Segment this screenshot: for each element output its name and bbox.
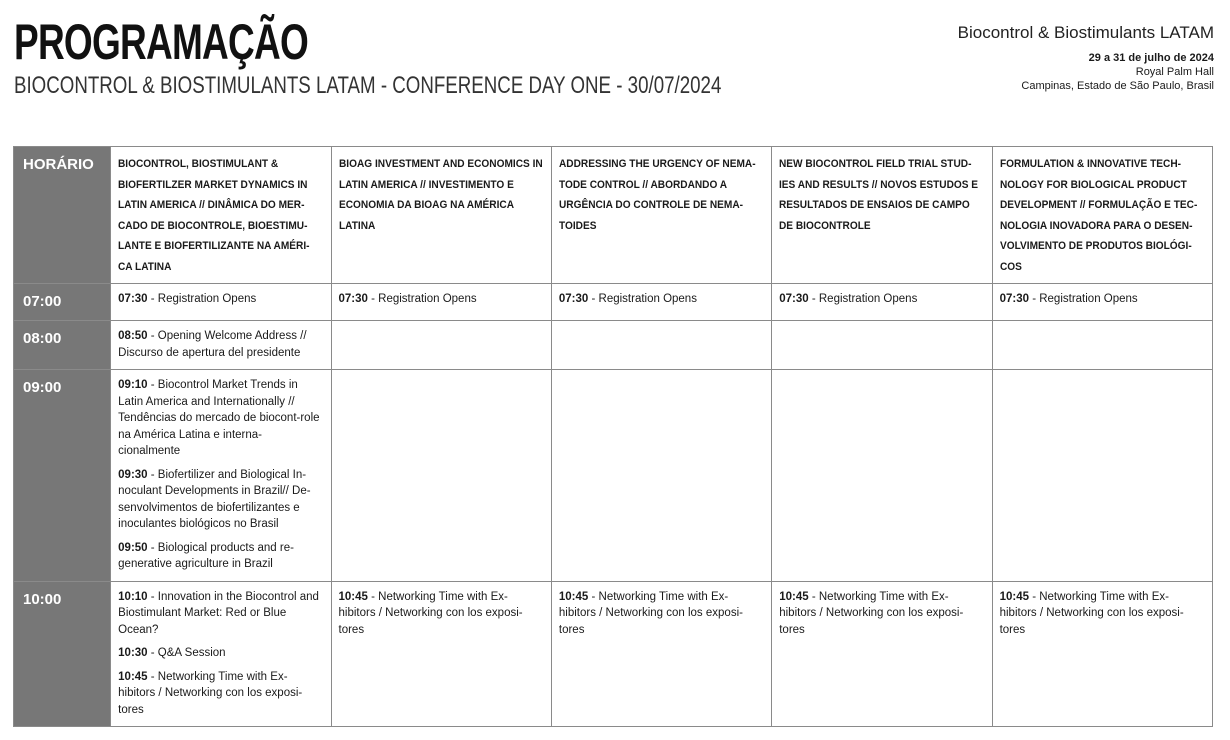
table-row bbox=[14, 321, 1213, 370]
hour-column-header: HORÁRIO bbox=[14, 147, 111, 284]
event-venue: Royal Palm Hall bbox=[1135, 66, 1214, 78]
schedule-body bbox=[14, 284, 1213, 727]
schedule-cell bbox=[111, 284, 331, 321]
session-time: 10:45 bbox=[118, 670, 148, 683]
track-header bbox=[772, 147, 992, 284]
session-item bbox=[118, 540, 323, 573]
schedule-cell bbox=[331, 284, 551, 321]
session-title: - Networking Time with Ex-hibitors / Networking con los exposi-tores bbox=[999, 590, 1184, 636]
page-subtitle: BIOCONTROL & BIOSTIMULANTS LATAM - CONFERENCE DAY ONE - 30/07/2024 bbox=[14, 72, 722, 99]
session-title: - Registration Opens bbox=[808, 293, 918, 305]
session-item bbox=[118, 589, 323, 639]
schedule-table bbox=[13, 146, 1213, 727]
schedule-cell bbox=[772, 370, 992, 582]
schedule-cell bbox=[772, 581, 992, 727]
session-title: - Registration Opens bbox=[367, 293, 477, 305]
session-time: 10:45 bbox=[338, 590, 368, 603]
track-header-label: BIOAG INVESTMENT AND ECONOMICS IN LATIN AMERICA // INVESTIMENTO E ECONOMIA DA BIOAG NA AMÉRICA LATINA bbox=[338, 158, 543, 232]
table-row bbox=[14, 284, 1213, 321]
schedule-cell bbox=[111, 370, 331, 582]
track-header-label: BIOCONTROL, BIOSTIMULANT & BIOFERTILZER MARKET DYNAMICS IN LATIN AMERICA // DINÂMICA DO MER-CADO DE BIOCONTROLE, BIOESTIMU-LANTE E BIOFERTILIZANTE NA AMÉRI-CA LATINA bbox=[118, 158, 310, 273]
session-time: 10:10 bbox=[118, 590, 148, 603]
session-time: 09:10 bbox=[118, 379, 148, 391]
session-title: - Registration Opens bbox=[147, 293, 257, 305]
session-item bbox=[118, 291, 323, 308]
schedule-cell bbox=[331, 370, 551, 582]
session-item bbox=[118, 377, 323, 460]
session-item bbox=[559, 291, 764, 308]
table-row bbox=[14, 581, 1213, 727]
hour-label: 10:00 bbox=[14, 581, 111, 727]
schedule-cell bbox=[992, 581, 1212, 727]
event-info bbox=[958, 22, 1214, 93]
session-item bbox=[339, 291, 544, 308]
schedule-cell bbox=[111, 581, 331, 727]
session-item bbox=[779, 291, 984, 308]
session-time: 07:30 bbox=[118, 293, 148, 305]
schedule-header-row bbox=[14, 147, 1213, 284]
session-title: - Networking Time with Ex-hibitors / Networking con los exposi-tores bbox=[558, 590, 743, 636]
session-item bbox=[779, 589, 984, 639]
session-time: 07:30 bbox=[338, 293, 368, 305]
session-title: - Biofertilizer and Biological In-noculant Developments in Brazil// De-senvolvimentos de biofertilizantes e inoculantes biológicos no Brasil bbox=[118, 468, 311, 530]
session-item bbox=[559, 589, 764, 639]
table-row bbox=[14, 370, 1213, 582]
session-time: 07:30 bbox=[999, 293, 1030, 305]
session-title: - Registration Opens bbox=[588, 293, 697, 305]
session-item bbox=[118, 328, 323, 361]
track-header bbox=[551, 147, 771, 284]
schedule-cell bbox=[551, 581, 771, 727]
session-title: - Registration Opens bbox=[1029, 293, 1138, 305]
page-title: PROGRAMAÇÃO bbox=[14, 14, 309, 70]
hour-label: 07:00 bbox=[14, 284, 111, 321]
track-header-label: FORMULATION & INNOVATIVE TECH-NOLOGY FOR BIOLOGICAL PRODUCT DEVELOPMENT // FORMULAÇÃO E TEC-NOLOGIA INOVADORA PARA O DESEN-VOLVIMENTO DE PRODUTOS BIOLÓGI-COS bbox=[999, 158, 1197, 273]
session-title: - Networking Time with Ex-hibitors / Networking con los exposi-tores bbox=[779, 590, 964, 636]
session-time: 09:30 bbox=[118, 468, 148, 481]
schedule-cell bbox=[992, 284, 1212, 321]
schedule-cell bbox=[772, 284, 992, 321]
hour-label: 08:00 bbox=[14, 321, 111, 370]
schedule-cell bbox=[331, 581, 551, 727]
schedule-cell bbox=[551, 370, 771, 582]
session-title: - Networking Time with Ex-hibitors / Networking con los exposi-tores bbox=[118, 670, 303, 716]
track-header-label: ADDRESSING THE URGENCY OF NEMA-TODE CONTROL // ABORDANDO A URGÊNCIA DO CONTROLE DE NEMA-TOIDES bbox=[558, 158, 756, 232]
session-time: 10:45 bbox=[779, 590, 809, 603]
session-item bbox=[118, 467, 323, 533]
event-location: Campinas, Estado de São Paulo, Brasil bbox=[1021, 80, 1214, 92]
track-header bbox=[331, 147, 551, 284]
hour-label: 09:00 bbox=[14, 370, 111, 582]
session-title: - Biocontrol Market Trends in Latin America and Internationally // Tendências do mercado de biocont-role na América Latina e interna-cionalmente bbox=[118, 379, 320, 457]
track-header-label: NEW BIOCONTROL FIELD TRIAL STUD-IES AND RESULTS // NOVOS ESTUDOS E RESULTADOS DE ENSAIOS DE CAMPO DE BIOCONTROLE bbox=[779, 158, 979, 232]
session-title: - Biological products and re-generative agriculture in Brazil bbox=[118, 541, 294, 570]
session-time: 08:50 bbox=[118, 330, 148, 342]
session-item bbox=[1000, 589, 1205, 639]
session-title: - Opening Welcome Address // Discurso de apertura del presidente bbox=[118, 330, 307, 359]
session-title: - Innovation in the Biocontrol and Biostimulant Market: Red or Blue Ocean? bbox=[118, 590, 319, 636]
schedule-cell bbox=[992, 370, 1212, 582]
schedule-cell bbox=[992, 321, 1212, 370]
session-title: - Networking Time with Ex-hibitors / Networking con los exposi-tores bbox=[338, 590, 523, 636]
schedule-cell bbox=[331, 321, 551, 370]
session-item bbox=[339, 589, 544, 639]
event-dates: 29 a 31 de julho de 2024 bbox=[1088, 52, 1214, 64]
session-item bbox=[118, 669, 323, 719]
session-time: 09:50 bbox=[118, 541, 148, 554]
schedule-cell bbox=[551, 284, 771, 321]
event-name: Biocontrol & Biostimulants LATAM bbox=[957, 23, 1214, 42]
session-time: 10:30 bbox=[118, 647, 148, 659]
schedule-cell bbox=[551, 321, 771, 370]
session-item bbox=[118, 645, 323, 662]
session-title: - Q&A Session bbox=[147, 647, 226, 659]
session-time: 07:30 bbox=[558, 293, 589, 305]
track-header bbox=[992, 147, 1212, 284]
session-time: 10:45 bbox=[999, 590, 1030, 603]
session-time: 07:30 bbox=[779, 293, 809, 305]
schedule-cell bbox=[111, 321, 331, 370]
track-header bbox=[111, 147, 331, 284]
schedule-cell bbox=[772, 321, 992, 370]
session-item bbox=[1000, 291, 1205, 308]
session-time: 10:45 bbox=[558, 590, 589, 603]
